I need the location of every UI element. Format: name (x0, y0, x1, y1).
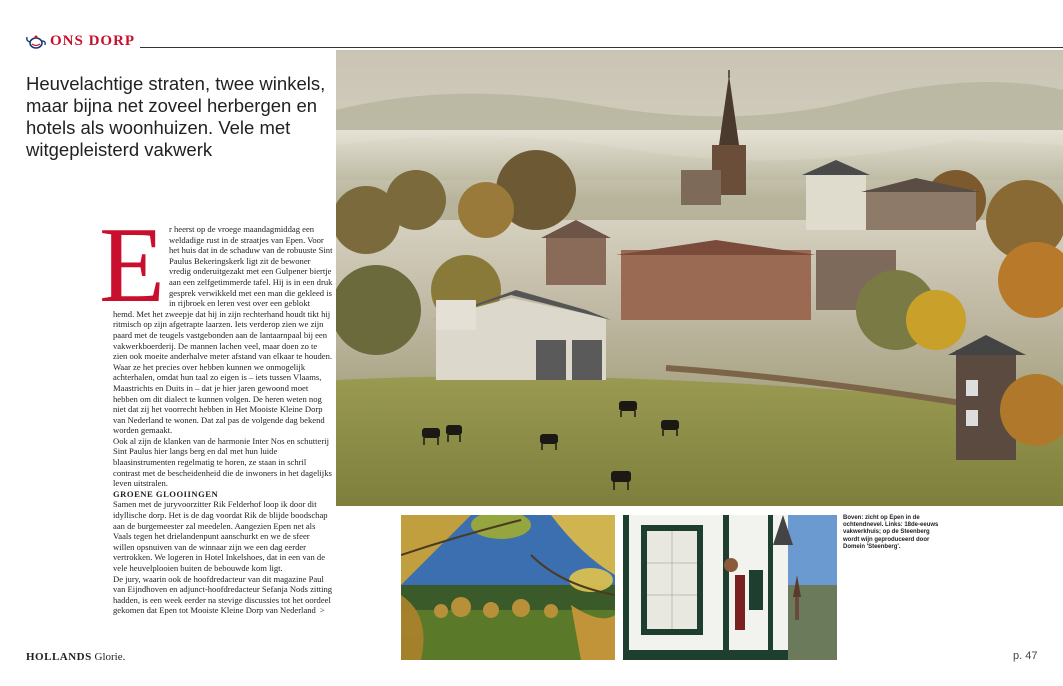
brand-rest: Glorie. (94, 651, 126, 663)
continue-arrow: > (319, 605, 325, 616)
article-body (99, 206, 333, 616)
photo-vineyard (401, 515, 615, 660)
paragraph: Ook al zijn de klanken van de harmonie Inter Nos en schutterij Sint Paulus hier langs berg en dal met hun luide blaasinstrumenten regelmatig te horen, ze staan in schril contrast met de bescheidenheid die de inwoners in het dagelijks leven uitstralen. (113, 435, 332, 489)
paragraph (113, 574, 333, 616)
paragraph: r heerst op de vroege maandagmiddag een weldadige rust in de straatjes van Epen. Voor het huis dat in de schaduw van de robuuste Sint Paulus Bekeringskerk ligt zit de bewoner vredig onderuitgezakt met een Gulpener biertje aan een zelfgetimmerde tafel. Hij is in een druk gesprek verwikkeld met een man die gekleed is in rijbroek en leren vest over een geblokt hemd. Met het zweepje dat hij in zijn rechterhand houdt tikt hij ritmisch op zijn afgetrapte laarzen. Iets verderop zien we zijn paard met de teugels vastgebonden aan de lantaarnpaal bij een vakwerkboerderij. De mannen lachen veel, maar doen zo te zien ook moeite anderhalve meter afstand van elkaar te houden. Waar ze het precies over hebben kunnen we onmogelijk achterhalen, omdat hun taal zo eigen is – iets tussen Vlaams, Maastrichts en Duits in – dat je hier jaren gewoond moet hebben om dit dialect te kunnen volgen. De heren weten nog niet dat zij het voorrecht hebben in Het Mooiste Kleine Dorp van Nederland te wonen. Dat zal pas de volgende dag bekend worden gemaakt. (113, 224, 333, 436)
main-photo-village (336, 50, 1063, 506)
photo-caption: Boven: zicht op Epen in de ochtendnevel. Links: 18de-eeuws vakwerkhuis; op de Steenberg wordt wijn geproduceerd door Domein 'Steenberg'. (843, 515, 939, 550)
magazine-brand (26, 651, 125, 663)
dropcap: E (99, 206, 165, 325)
photo-timbered-house (623, 515, 837, 660)
page-number: p. 47 (1013, 650, 1038, 662)
subheading: GROENE GLOOIINGEN (113, 488, 219, 499)
brand-bold: HOLLANDS (26, 651, 92, 663)
section-title: ONS DORP (50, 33, 136, 49)
teapot-logo-icon (26, 34, 46, 50)
section-header (26, 33, 135, 50)
paragraph: Samen met de juryvoorzitter Rik Felderhof loop ik door dit idyllische dorp. Het is de dag voordat Rik de blijde boodschap aan de burgemeester zal meedelen. Aangezien Epen net als Vaals tegen het drielandenpunt aanschurkt en we de sfeer willen opsnuiven van de winnaar zijn we een dag eerder vertrokken. We logeren in Hotel Inkelshoes, dat in een van de vele heuvelplooien buiten de bebouwde kom ligt. (113, 499, 328, 573)
header-rule (140, 47, 1063, 48)
article-headline: Heuvelachtige straten, twee winkels, maar bijna net zoveel herbergen en hotels als woonhuizen. Vele met witgepleisterd vakwerk (26, 73, 326, 160)
paragraph-text: De jury, waarin ook de hoofdredacteur van dit magazine Paul van Eijndhoven en adjunct-hoofdredacteur Sefanja Nods zitting hadden, is een week eerder na stevige discussies tot het oordeel gekomen dat Epen tot Mooiste Kleine Dorp van Nederland (113, 573, 333, 616)
